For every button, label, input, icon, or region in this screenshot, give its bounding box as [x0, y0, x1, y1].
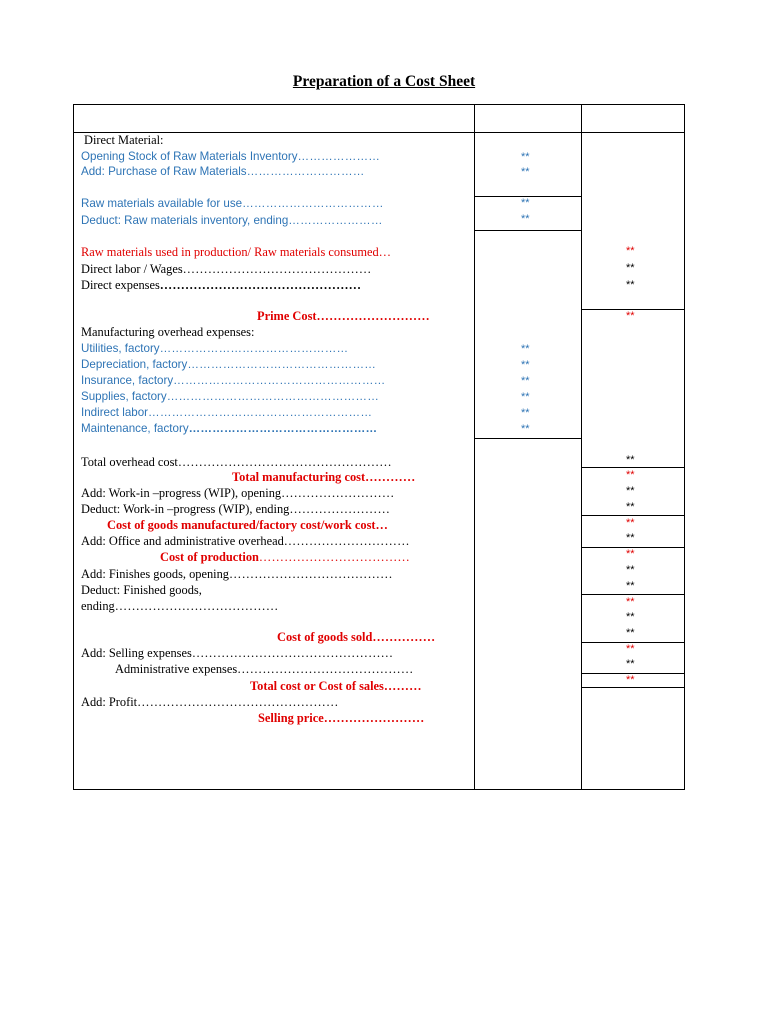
amount-marker: **: [521, 423, 530, 435]
amount-marker: **: [626, 262, 635, 274]
amount-marker: **: [521, 407, 530, 419]
cost-production-row: Cost of production………………………………: [160, 550, 411, 564]
total-overhead-row: Total overhead cost……………………………………………: [81, 455, 392, 469]
mid-rule: [474, 438, 581, 439]
supplies-row: Supplies, factory………………………………………………: [81, 390, 380, 403]
add-wip-row: Add: Work-in –progress (WIP), opening………………………: [81, 486, 395, 500]
total-marker: **: [626, 469, 635, 481]
raw-used-row: Raw materials used in production/ Raw materials consumed…: [81, 245, 392, 259]
mfg-overhead-label: Manufacturing overhead expenses:: [81, 325, 255, 339]
right-rule: [581, 594, 685, 595]
deduct-wip-row: Deduct: Work-in –progress (WIP), ending……………………: [81, 502, 391, 516]
right-rule: [581, 467, 685, 468]
direct-material-label: Direct Material:: [84, 133, 164, 147]
amount-marker: **: [626, 454, 635, 466]
cogm-row: Cost of goods manufactured/factory cost/work cost…: [107, 518, 389, 532]
amount-marker: **: [521, 359, 530, 371]
prime-cost-row: Prime Cost………………………: [257, 309, 430, 323]
amount-marker: **: [626, 658, 635, 670]
amount-marker: **: [521, 391, 530, 403]
indirect-labor-row: Indirect labor…………………………………………………: [81, 406, 373, 419]
utilities-row: Utilities, factory…………………………………………: [81, 342, 349, 355]
available-row: Raw materials available for use………………………………: [81, 197, 384, 210]
total-marker: **: [626, 674, 635, 686]
amount-marker: **: [626, 627, 635, 639]
total-marker: **: [626, 310, 635, 322]
add-selling-row: Add: Selling expenses…………………………………………: [81, 646, 394, 660]
amount-marker: **: [626, 501, 635, 513]
amount-marker: **: [521, 197, 530, 209]
amount-marker: **: [626, 485, 635, 497]
total-marker: **: [626, 548, 635, 560]
ending-row: ending…………………………………: [81, 599, 279, 613]
amount-marker: **: [626, 611, 635, 623]
amount-marker: **: [521, 375, 530, 387]
deduct-raw-row: Deduct: Raw materials inventory, ending……………………: [81, 214, 383, 227]
amount-marker: **: [626, 564, 635, 576]
total-marker: **: [626, 245, 635, 257]
amount-marker: **: [626, 279, 635, 291]
maintenance-row: Maintenance, factory…………………………………………: [81, 422, 378, 435]
total-marker: **: [626, 596, 635, 608]
right-rule: [581, 515, 685, 516]
page-title: Preparation of a Cost Sheet: [292, 73, 476, 90]
amount-marker: **: [521, 343, 530, 355]
total-marker: **: [626, 517, 635, 529]
amount-marker: **: [521, 213, 530, 225]
column-divider-1: [474, 104, 475, 790]
add-profit-row: Add: Profit…………………………………………: [81, 695, 339, 709]
cogs-row: Cost of goods sold……………: [277, 630, 436, 644]
amount-marker: **: [521, 166, 530, 178]
total-cost-row: Total cost or Cost of sales………: [250, 679, 422, 693]
amount-marker: **: [626, 532, 635, 544]
mid-rule: [474, 230, 581, 231]
direct-expenses-row: Direct expenses…………………………………………: [81, 278, 362, 292]
insurance-row: Insurance, factory………………………………………………: [81, 374, 386, 387]
header-row-divider: [73, 132, 685, 133]
add-office-row: Add: Office and administrative overhead…………………………: [81, 534, 410, 548]
deduct-finished-row: Deduct: Finished goods,: [81, 583, 202, 597]
add-purchase-row: Add: Purchase of Raw Materials…………………………: [81, 165, 365, 178]
amount-marker: **: [521, 151, 530, 163]
right-rule: [581, 687, 685, 688]
add-finished-row: Add: Finishes goods, opening…………………………………: [81, 567, 393, 581]
direct-labor-row: Direct labor / Wages………………………………………: [81, 262, 372, 276]
opening-stock-row: Opening Stock of Raw Materials Inventory…………………: [81, 150, 381, 163]
admin-expenses-row: Administrative expenses……………………………………: [115, 662, 414, 676]
selling-price-row: Selling price……………………: [258, 711, 425, 725]
amount-marker: **: [626, 580, 635, 592]
total-mfg-row: Total manufacturing cost…………: [232, 470, 416, 484]
depreciation-row: Depreciation, factory…………………………………………: [81, 358, 377, 371]
total-marker: **: [626, 643, 635, 655]
